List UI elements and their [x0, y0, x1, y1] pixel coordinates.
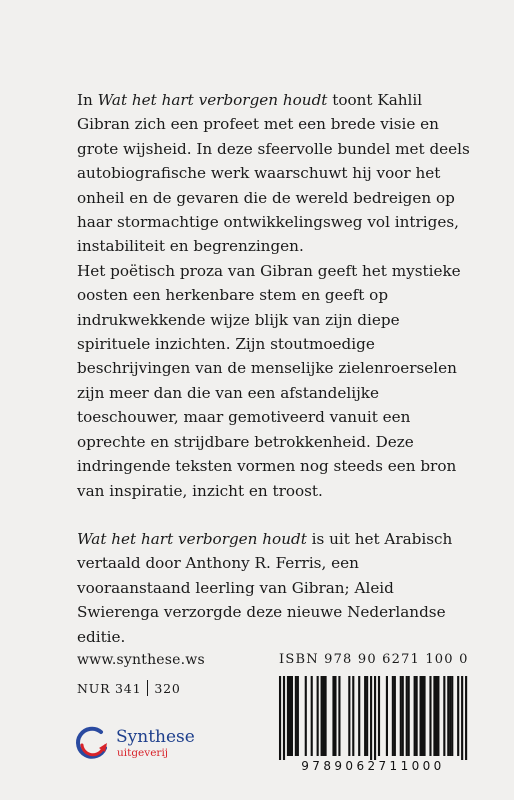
nur-number: 320: [154, 680, 181, 696]
barcode-bar: [457, 676, 459, 756]
barcode-bar: [451, 676, 453, 756]
publisher-logo: [74, 722, 224, 766]
barcode-bar: [406, 676, 408, 756]
blurb-paragraph-1: In Wat het hart verborgen houdt toont Kahlil Gibran zich een profeet met een brede visie en grote wijsheid. In deze sfeervolle bundel met deels autobiografische werk waarschuwt hij voor het onheil en de gevaren die de wereld bedreigen op haar stormachtige ontwikkelingsweg vol intriges, instabiliteit en begrenzingen.: [77, 91, 470, 256]
publisher-name: Synthese: [116, 727, 195, 748]
barcode-bar: [311, 676, 313, 756]
barcode-bar: [423, 676, 425, 756]
barcode-bar: [420, 676, 422, 756]
nur-code: [77, 680, 181, 696]
barcode-bar: [465, 676, 467, 760]
barcode-bar: [297, 676, 299, 756]
barcode-bar: [334, 676, 336, 756]
isbn: ISBN 978 90 6271 100 0: [279, 652, 469, 667]
barcode-bar: [449, 676, 451, 756]
book-title: Wat het hart verborgen houdt: [77, 529, 307, 548]
barcode-bar: [321, 676, 323, 756]
barcode-bar: [364, 676, 366, 756]
barcode-bar: [386, 676, 388, 756]
blurb-paragraph-2: Het poëtisch proza van Gibran geeft het mystieke oosten een herkenbare stem en geeft op indrukwekkende wijze blijk van zijn diepe spirituele inzichten. Zijn stoutmoedige beschrijvingen van de menselijke zielenroerselen zijn meer dan die van een afstandelijke toeschouwer, maar gemotiveerd vanuit een oprechte en strijdbare betrokkenheid. Deze indringende teksten vormen nog steeds een bron van inspiratie, inzicht en troost.: [77, 261, 461, 500]
barcode-bar: [394, 676, 396, 756]
barcode-bar: [400, 676, 402, 756]
synthese-logo-icon: [74, 724, 112, 764]
barcode-bar: [325, 676, 327, 756]
barcode-bar: [287, 676, 289, 756]
publisher-url: www.synthese.ws: [77, 652, 205, 668]
barcode-bar: [437, 676, 439, 756]
barcode-bar: [433, 676, 435, 756]
barcode-bar: [414, 676, 416, 756]
barcode-digits: 9789062711000: [301, 759, 445, 773]
barcode-bar: [402, 676, 404, 756]
blurb-paragraph-3: Wat het hart verborgen houdt is uit het Arabisch vertaald door Anthony R. Ferris, een vooraanstaand leerling van Gibran; Aleid Swierenga verzorgde deze nieuwe Nederlandse editie.: [77, 529, 453, 646]
barcode-bar: [289, 676, 291, 756]
nur-label: NUR 341: [77, 680, 142, 696]
barcode-bar: [348, 676, 350, 756]
barcode-bar: [416, 676, 418, 756]
barcode-bar: [332, 676, 334, 756]
barcode-bar: [366, 676, 368, 756]
barcode-bar: [421, 676, 423, 756]
barcode-bar: [295, 676, 297, 756]
blurb-text: [77, 88, 477, 649]
barcode-icon: [277, 676, 469, 760]
barcode-bar: [392, 676, 394, 756]
book-title: Wat het hart verborgen houdt: [97, 91, 328, 109]
barcode-bar: [447, 676, 449, 756]
nur-divider: [147, 680, 148, 696]
barcode-bar: [378, 676, 380, 756]
barcode-bar: [408, 676, 410, 756]
barcode-bar: [435, 676, 437, 756]
barcode-bar: [291, 676, 293, 756]
publisher-subtitle: uitgeverij: [117, 747, 169, 760]
barcode-bar: [317, 676, 319, 756]
barcode-bar: [358, 676, 360, 756]
barcode-bar: [461, 676, 463, 760]
barcode-bar: [429, 676, 431, 756]
barcode-bar: [323, 676, 325, 756]
barcode-bar: [374, 676, 376, 760]
barcode-bar: [352, 676, 354, 756]
barcode-bar: [370, 676, 372, 760]
barcode-bar: [279, 676, 281, 760]
barcode-bar: [338, 676, 340, 756]
barcode-bar: [443, 676, 445, 756]
barcode-bar: [283, 676, 285, 760]
barcode-bar: [305, 676, 307, 756]
